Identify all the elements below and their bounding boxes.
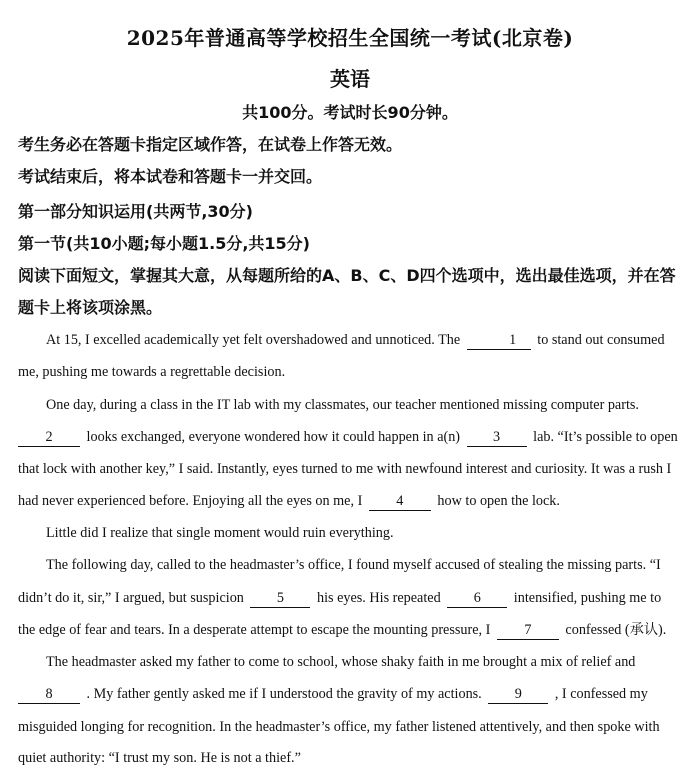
passage-line (18, 582, 686, 614)
passage-text: confessed (承认). (565, 622, 667, 638)
passage-line (18, 517, 686, 549)
passage-text: misguided longing for recognition. In the headmaster’s office, my father listened attentively, and then spoke with (18, 719, 660, 735)
passage-text: At 15, I excelled academically yet felt overshadowed and unnoticed. The (46, 332, 461, 348)
answer-blank-9: 9 (488, 685, 548, 704)
passage-line (18, 324, 686, 356)
passage-line (18, 485, 686, 517)
answer-blank-3: 3 (467, 428, 527, 447)
passage-line (18, 356, 686, 388)
answer-blank-2: 2 (18, 428, 80, 447)
passage-text: quiet authority: “I trust my son. He is not a thief.” (18, 750, 301, 766)
passage-text: , I confessed my (554, 686, 648, 702)
answer-blank-6: 6 (447, 589, 507, 608)
passage-line (18, 742, 686, 774)
subject-title: 英语 (330, 67, 370, 91)
passage-text: his eyes. His repeated (316, 590, 441, 606)
passage-text: . My father gently asked me if I understood the gravity of my actions. (86, 686, 482, 702)
directions-line-2: 题卡上将该项涂黑。 (18, 298, 163, 317)
passage-line (18, 549, 686, 581)
instruction-hand-in: 考试结束后，将本试卷和答题卡一并交回。 (18, 167, 323, 186)
passage-text: lab. “It’s possible to open (533, 429, 678, 445)
passage-text: Little did I realize that single moment would ruin everything. (46, 525, 394, 541)
part-heading: 第一部分知识运用(共两节,30分) (18, 202, 253, 221)
answer-blank-1: 1 (467, 331, 531, 350)
passage-line (18, 421, 686, 453)
passage-text: the edge of fear and tears. In a desperate attempt to escape the mounting pressure, I (18, 622, 491, 638)
answer-blank-4: 4 (369, 492, 431, 511)
passage-text: The following day, called to the headmaster’s office, I found myself accused of stealing the missing parts. “I (46, 557, 661, 573)
passage-line (18, 678, 686, 710)
instruction-answer-sheet: 考生务必在答题卡指定区域作答，在试卷上作答无效。 (18, 135, 403, 154)
passage-text: looks exchanged, everyone wondered how it could happen in a(n) (86, 429, 461, 445)
passage-line (18, 614, 686, 646)
passage-line (18, 711, 686, 743)
answer-blank-5: 5 (250, 589, 310, 608)
passage-text: intensified, pushing me to (513, 590, 662, 606)
passage-text: that lock with another key,” I said. Instantly, eyes turned to me with newfound interest and curiosity. It was a rush I (18, 461, 672, 477)
passage-text: to stand out consumed (537, 332, 665, 348)
section-heading: 第一节(共10小题;每小题1.5分,共15分) (18, 234, 310, 253)
passage-line (18, 646, 686, 678)
directions-line-1: 阅读下面短文，掌握其大意，从每题所给的A、B、C、D四个选项中，选出最佳选项，并在答 (18, 266, 676, 285)
passage-text: didn’t do it, sir,” I argued, but suspicion (18, 590, 244, 606)
exam-info: 共100分。考试时长90分钟。 (242, 103, 458, 122)
passage-text: how to open the lock. (437, 493, 560, 509)
passage-text: The headmaster asked my father to come to school, whose shaky faith in me brought a mix of relief and (46, 654, 636, 670)
answer-blank-7: 7 (497, 621, 559, 640)
exam-title: 2025年普通高等学校招生全国统一考试(北京卷) (126, 26, 574, 50)
passage-text: One day, during a class in the IT lab with my classmates, our teacher mentioned missing computer parts. (46, 397, 639, 413)
passage-text: had never experienced before. Enjoying all the eyes on me, I (18, 493, 363, 509)
passage-line (18, 389, 686, 421)
passage-text: me, pushing me towards a regrettable decision. (18, 364, 286, 380)
answer-blank-8: 8 (18, 685, 80, 704)
passage-line (18, 453, 686, 485)
